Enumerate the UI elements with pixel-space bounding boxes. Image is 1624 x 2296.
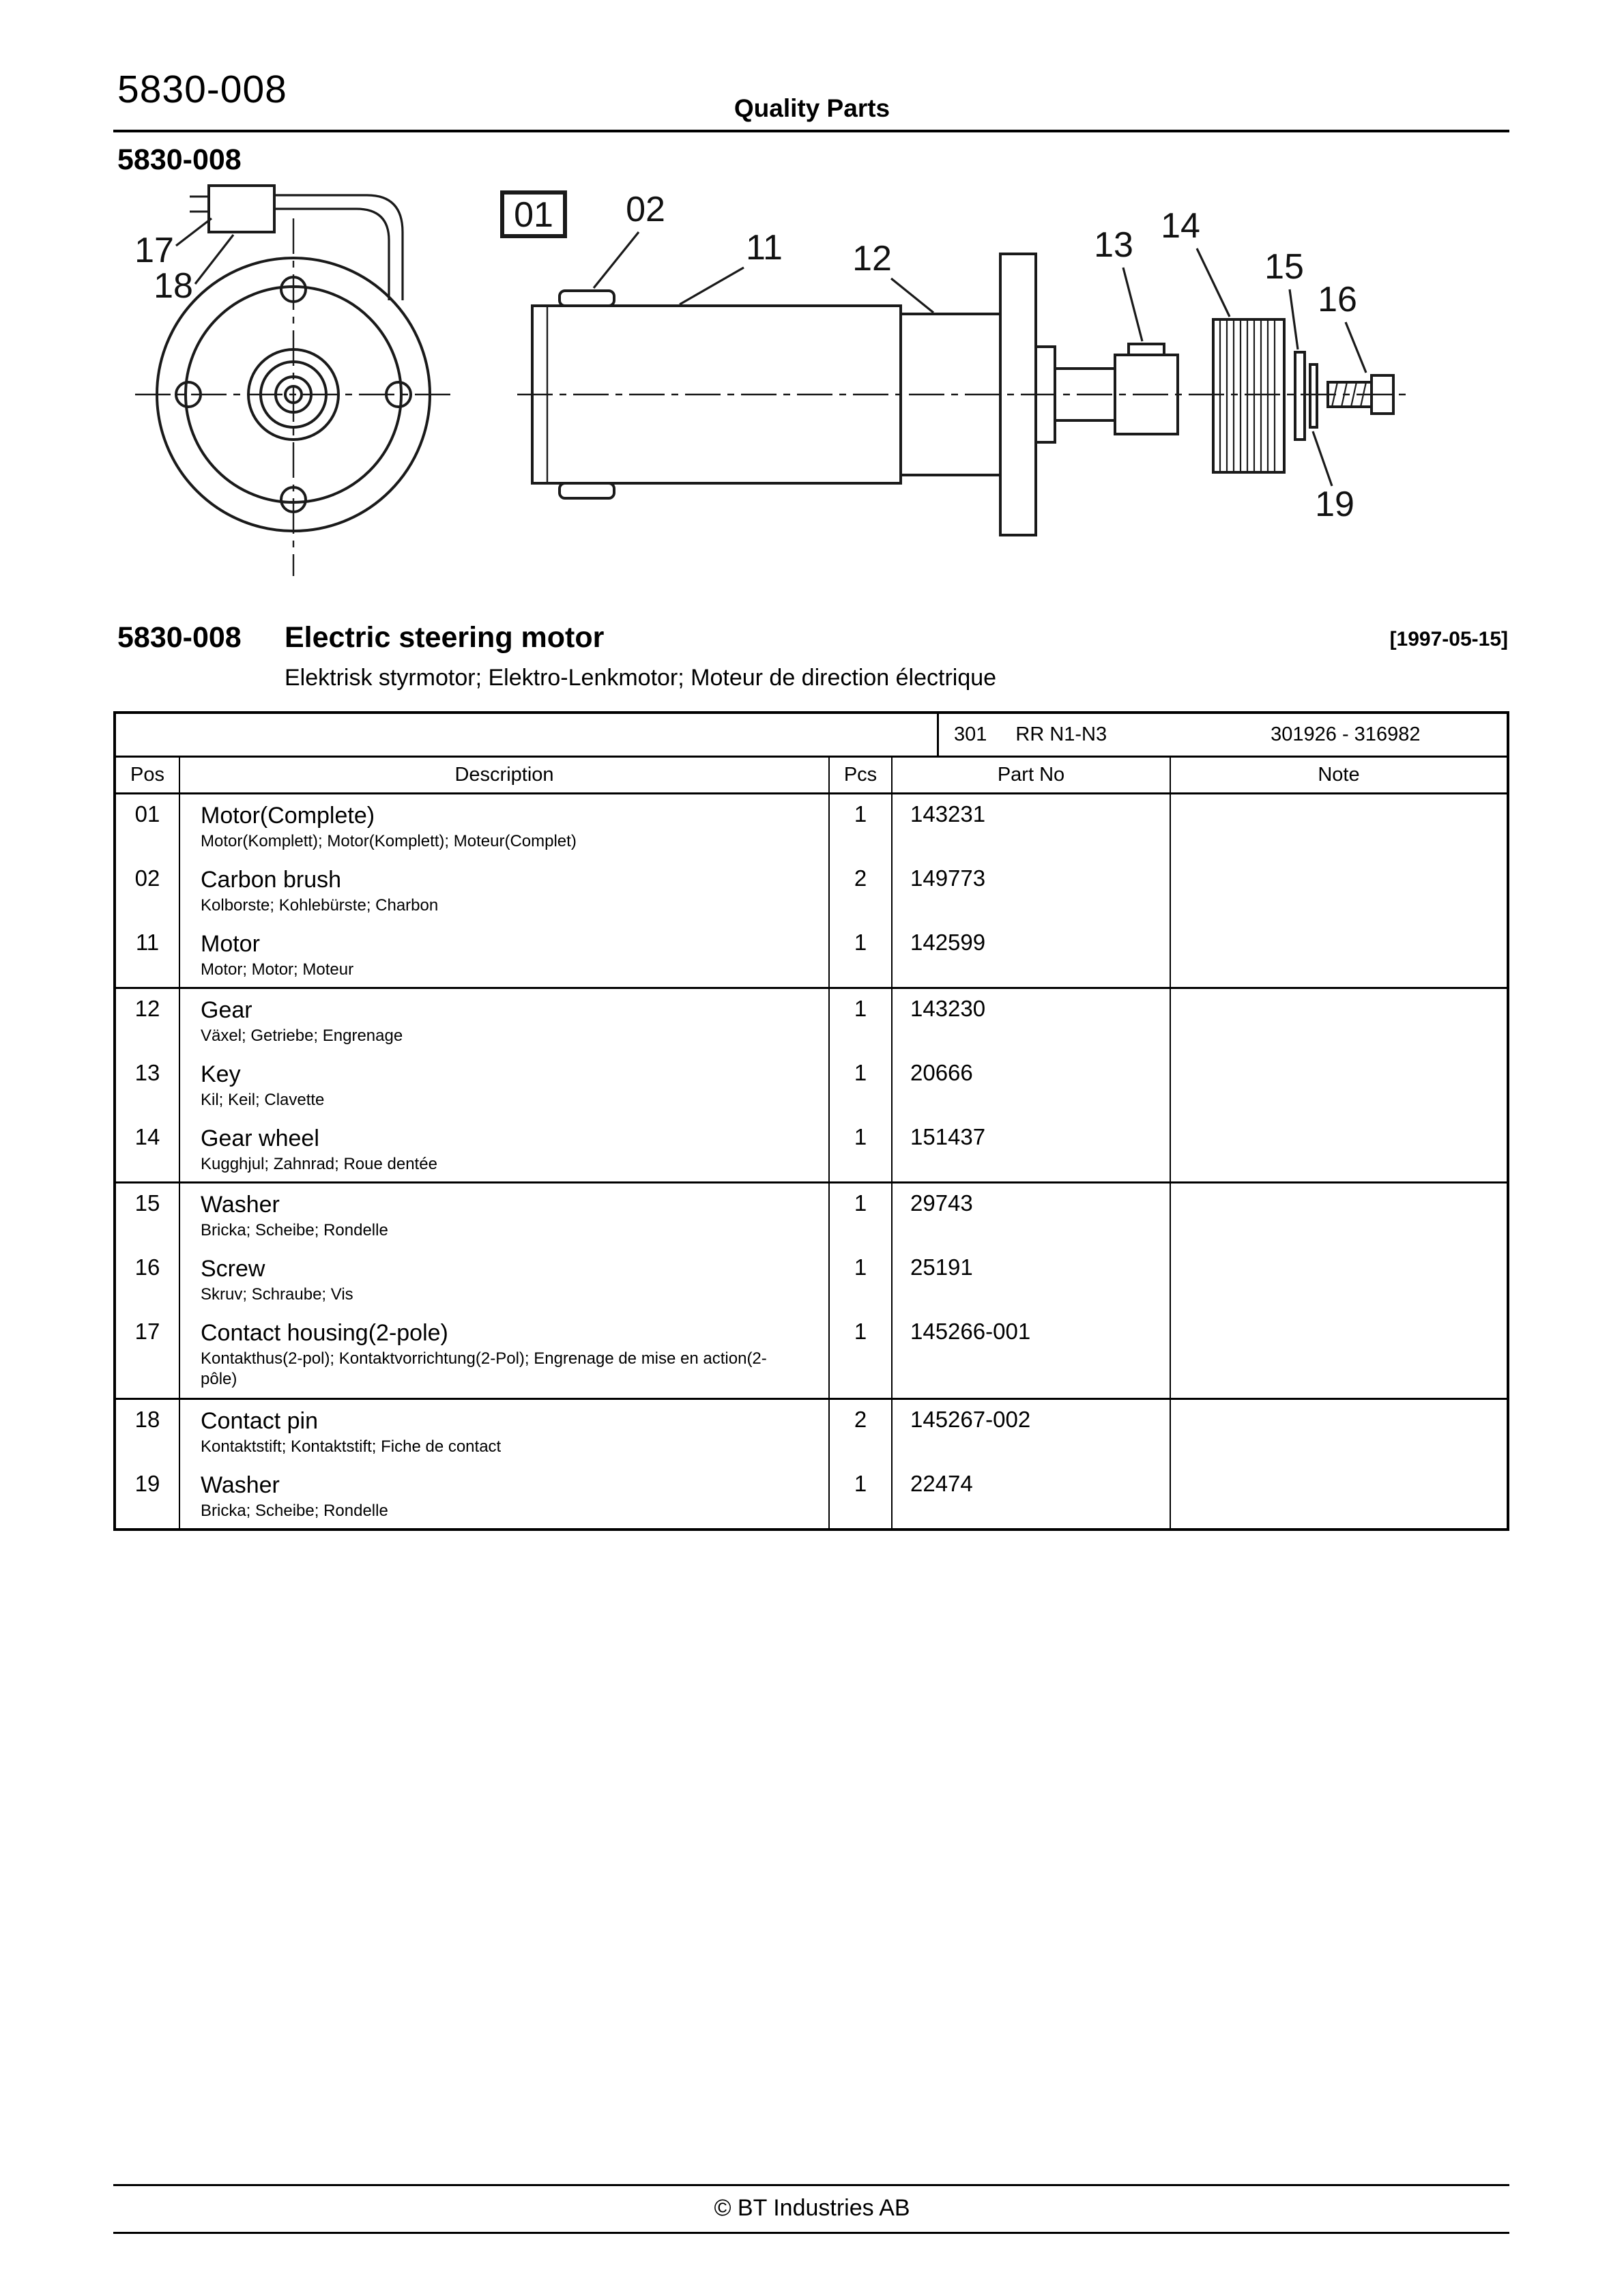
description-translations: Motor(Komplett); Motor(Komplett); Moteur(Complet) xyxy=(201,832,577,850)
note-cell xyxy=(1171,1400,1507,1464)
page-title: Electric steering motor xyxy=(285,621,605,654)
pos-cell: 18 xyxy=(116,1400,180,1464)
callout-12: 12 xyxy=(852,239,892,278)
description-main: Contact pin xyxy=(201,1408,318,1434)
callout-17: 17 xyxy=(134,231,174,270)
pos-cell: 17 xyxy=(116,1312,180,1398)
pcs-cell: 1 xyxy=(830,923,893,987)
part-no-cell: 20666 xyxy=(893,1053,1171,1117)
table-row xyxy=(116,1248,1507,1312)
side-view xyxy=(502,192,1412,535)
description-cell xyxy=(180,923,830,987)
table-row-group xyxy=(116,989,1507,1183)
description-cell xyxy=(180,859,830,923)
page-header-title: Quality Parts xyxy=(734,94,890,122)
callout-14: 14 xyxy=(1161,206,1200,246)
description-translations: Skruv; Schraube; Vis xyxy=(201,1285,353,1304)
note-cell xyxy=(1171,1248,1507,1312)
description-main: Motor xyxy=(201,931,260,957)
note-cell xyxy=(1171,1464,1507,1528)
table-row xyxy=(116,923,1507,987)
brush-cap-bottom xyxy=(560,483,614,498)
gear-wheel-outline xyxy=(1213,319,1284,472)
description-main: Motor(Complete) xyxy=(201,803,375,829)
pcs-cell: 1 xyxy=(830,989,893,1053)
description-translations: Bricka; Scheibe; Rondelle xyxy=(201,1502,388,1520)
washer-19-outline xyxy=(1310,364,1317,427)
description-cell xyxy=(180,1312,830,1398)
table-row xyxy=(116,794,1507,859)
description-cell xyxy=(180,1464,830,1528)
title-translations: Elektrisk styrmotor; Elektro-Lenkmotor; Moteur de direction électrique xyxy=(285,665,997,691)
description-translations: Kolborste; Kohlebürste; Charbon xyxy=(201,896,439,915)
pcs-cell: 1 xyxy=(830,1248,893,1312)
part-no-cell: 143230 xyxy=(893,989,1171,1053)
description-main: Key xyxy=(201,1061,241,1087)
pcs-cell: 1 xyxy=(830,1183,893,1248)
table-meta-row xyxy=(116,714,1507,758)
part-no-cell: 25191 xyxy=(893,1248,1171,1312)
description-main: Washer xyxy=(201,1192,280,1218)
footer-divider-bottom xyxy=(113,2232,1509,2234)
table-meta-empty-cell xyxy=(116,714,939,756)
contact-housing-outline xyxy=(209,186,274,232)
pcs-cell: 1 xyxy=(830,794,893,859)
pos-cell: 14 xyxy=(116,1117,180,1181)
description-cell xyxy=(180,989,830,1053)
table-meta-info-cell xyxy=(939,723,1507,746)
note-cell xyxy=(1171,859,1507,923)
column-header-pcs: Pcs xyxy=(830,758,893,792)
leader-line-02 xyxy=(594,232,639,288)
note-cell xyxy=(1171,794,1507,859)
section-code: 5830-008 xyxy=(117,143,242,176)
table-row xyxy=(116,1183,1507,1248)
description-translations: Kugghjul; Zahnrad; Roue dentée xyxy=(201,1155,437,1173)
title-code: 5830-008 xyxy=(117,621,242,654)
title-block xyxy=(113,621,1509,703)
description-main: Contact housing(2-pole) xyxy=(201,1320,448,1346)
leader-line-14 xyxy=(1197,248,1230,317)
leader-line-12 xyxy=(891,278,933,313)
callout-02: 02 xyxy=(626,190,665,229)
column-header-description: Description xyxy=(180,758,830,792)
leader-line-13 xyxy=(1123,268,1142,341)
description-translations: Motor; Motor; Moteur xyxy=(201,960,354,979)
gear-teeth-hatching xyxy=(1220,319,1275,472)
description-main: Carbon brush xyxy=(201,867,342,893)
leader-line-18 xyxy=(195,235,233,284)
description-main: Screw xyxy=(201,1256,265,1282)
leader-line-11 xyxy=(680,268,744,304)
pcs-cell: 2 xyxy=(830,859,893,923)
callout-18: 18 xyxy=(154,266,193,306)
callout-16: 16 xyxy=(1318,280,1357,319)
table-row xyxy=(116,1312,1507,1398)
part-no-cell: 151437 xyxy=(893,1117,1171,1181)
serial-range: 301926 - 316982 xyxy=(1271,723,1421,745)
parts-table xyxy=(113,711,1509,1531)
diagram-svg xyxy=(113,175,1509,614)
table-row-group xyxy=(116,794,1507,989)
note-cell xyxy=(1171,1312,1507,1398)
leader-line-16 xyxy=(1346,322,1366,373)
table-row-group xyxy=(116,1400,1507,1528)
note-cell xyxy=(1171,923,1507,987)
column-header-note: Note xyxy=(1318,764,1360,786)
callout-11: 11 xyxy=(746,228,783,268)
brush-cap-top xyxy=(560,291,614,306)
note-cell xyxy=(1171,989,1507,1053)
part-no-cell: 145266-001 xyxy=(893,1312,1171,1398)
washer-15-outline xyxy=(1295,352,1305,440)
exploded-diagram xyxy=(113,175,1509,614)
callout-15: 15 xyxy=(1264,247,1304,287)
part-no-cell: 22474 xyxy=(893,1464,1171,1528)
footer-divider-top xyxy=(113,2184,1509,2186)
table-row xyxy=(116,859,1507,923)
pcs-cell: 2 xyxy=(830,1400,893,1464)
description-translations: Växel; Getriebe; Engrenage xyxy=(201,1027,403,1045)
pos-cell: 15 xyxy=(116,1183,180,1248)
description-translations: Bricka; Scheibe; Rondelle xyxy=(201,1221,388,1239)
part-no-cell: 29743 xyxy=(893,1183,1171,1248)
callout-19: 19 xyxy=(1315,485,1354,524)
pcs-cell: 1 xyxy=(830,1312,893,1398)
note-cell xyxy=(1171,1053,1507,1117)
part-no-cell: 145267-002 xyxy=(893,1400,1171,1464)
description-translations: Kontaktstift; Kontaktstift; Fiche de contact xyxy=(201,1437,502,1456)
part-no-cell: 142599 xyxy=(893,923,1171,987)
model-code: 301 xyxy=(954,723,987,745)
note-cell xyxy=(1171,1183,1507,1248)
description-main: Washer xyxy=(201,1472,280,1498)
leader-line-15 xyxy=(1290,289,1298,349)
part-no-cell: 143231 xyxy=(893,794,1171,859)
description-cell xyxy=(180,1248,830,1312)
description-cell xyxy=(180,1183,830,1248)
description-translations: Kontakthus(2-pol); Kontaktvorrichtung(2-Pol); Engrenage de mise en action(2-pôle) xyxy=(201,1349,767,1388)
leader-line-19 xyxy=(1313,431,1332,486)
pos-cell: 12 xyxy=(116,989,180,1053)
leader-line-17 xyxy=(176,218,212,246)
column-header-pos: Pos xyxy=(116,758,180,792)
pos-cell: 13 xyxy=(116,1053,180,1117)
description-cell xyxy=(180,794,830,859)
revision-date: [1997-05-15] xyxy=(1389,628,1508,650)
pos-cell: 02 xyxy=(116,859,180,923)
pos-cell: 16 xyxy=(116,1248,180,1312)
header-divider xyxy=(113,130,1509,132)
table-row-group xyxy=(116,1183,1507,1400)
note-cell xyxy=(1171,1117,1507,1181)
key-outline xyxy=(1129,344,1164,355)
description-cell xyxy=(180,1400,830,1464)
table-row xyxy=(116,1053,1507,1117)
leader-lines xyxy=(594,232,1366,486)
callout-01: 01 xyxy=(514,195,553,235)
model-name: RR N1-N3 xyxy=(1015,723,1107,745)
pos-cell: 01 xyxy=(116,794,180,859)
pos-cell: 11 xyxy=(116,923,180,987)
table-row xyxy=(116,989,1507,1053)
description-cell xyxy=(180,1117,830,1181)
footer-copyright: © BT Industries AB xyxy=(714,2195,910,2221)
pcs-cell: 1 xyxy=(830,1464,893,1528)
description-translations: Kil; Keil; Clavette xyxy=(201,1091,325,1109)
description-cell xyxy=(180,1053,830,1117)
pos-cell: 19 xyxy=(116,1464,180,1528)
table-row xyxy=(116,1117,1507,1181)
part-no-cell: 149773 xyxy=(893,859,1171,923)
callout-13: 13 xyxy=(1094,225,1133,265)
description-main: Gear xyxy=(201,997,252,1023)
table-row xyxy=(116,1464,1507,1528)
pcs-cell: 1 xyxy=(830,1053,893,1117)
document-code: 5830-008 xyxy=(117,68,287,111)
description-main: Gear wheel xyxy=(201,1125,319,1151)
connector-assembly xyxy=(176,186,403,300)
table-header-row xyxy=(116,758,1507,794)
pcs-cell: 1 xyxy=(830,1117,893,1181)
table-row xyxy=(116,1400,1507,1464)
column-header-part-no: Part No xyxy=(893,758,1171,792)
